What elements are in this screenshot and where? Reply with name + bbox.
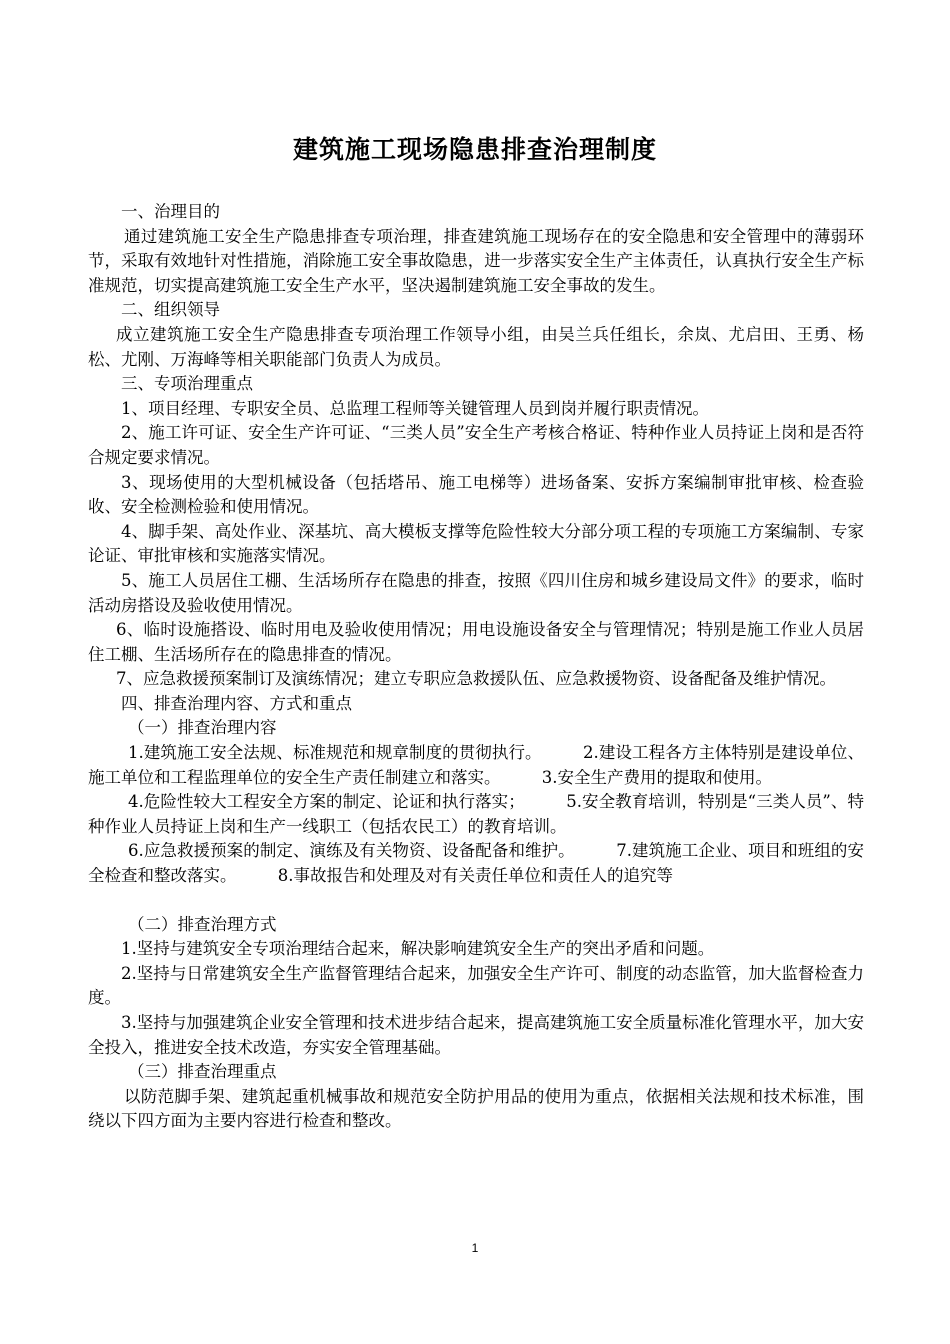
subsection-heading: （一）排查治理内容 <box>128 718 277 738</box>
list-item: 5、施工人员居住工棚、生活场所存在隐患的排查，按照《四川住房和城乡建设局文件》的要求，临时活动房搭设及验收使用情况。 <box>88 570 864 615</box>
list-item: 7、应急救援预案制订及演练情况；建立专职应急救援队伍、应急救援物资、设备配备及维护情况。 <box>116 669 836 689</box>
list-item: 3、现场使用的大型机械设备（包括塔吊、施工电梯等）进场备案、安拆方案编制审批审核、检查验收、安全检测检验和使用情况。 <box>88 472 864 517</box>
list-item: 1.坚持与建筑安全专项治理结合起来，解决影响建筑安全生产的突出矛盾和问题。 <box>121 939 715 959</box>
list-item: 1.建筑施工安全法规、标准规范和规章制度的贯彻执行。 2.建设工程各方主体特别是建设单位、施工单位和工程监理单位的安全生产责任制建立和落实。 3.安全生产费用的提取和使用。 <box>88 743 864 787</box>
list-item: 6.应急救援预案的制定、演练及有关物资、设备配备和维护。 7.建筑施工企业、项目和班组的安全检查和整改落实。 8.事故报告和处理及对有关责任单位和责任人的追究等 <box>88 841 864 886</box>
list-item: 6、临时设施搭设、临时用电及验收使用情况；用电设施设备安全与管理情况；特别是施工作业人员居住工棚、生活场所存在的隐患排查的情况。 <box>88 620 864 664</box>
section-heading-3: 三、专项治理重点 <box>121 374 253 394</box>
paragraph: 以防范脚手架、建筑起重机械事故和规范安全防护用品的使用为重点，依据相关法规和技术标准，围绕以下四方面为主要内容进行检查和整改。 <box>88 1086 864 1131</box>
spacer <box>88 889 864 913</box>
section-heading-2: 二、组织领导 <box>121 300 220 320</box>
list-item: 4、脚手架、高处作业、深基坑、高大模板支撑等危险性较大分部分项工程的专项施工方案编制、专家论证、审批审核和实施落实情况。 <box>88 521 864 566</box>
document-body <box>88 200 864 1134</box>
list-item: 2.坚持与日常建筑安全生产监督管理结合起来，加强安全生产许可、制度的动态监管，加大监督检查力度。 <box>88 963 864 1008</box>
section-heading-1: 一、治理目的 <box>121 202 220 221</box>
subsection-heading: （三）排查治理重点 <box>128 1062 277 1082</box>
document-title: 建筑施工现场隐患排查治理制度 <box>292 135 657 164</box>
list-item: 1、项目经理、专职安全员、总监理工程师等关键管理人员到岗并履行职责情况。 <box>121 398 709 418</box>
section-heading-4: 四、排查治理内容、方式和重点 <box>121 693 352 713</box>
paragraph: 通过建筑施工安全生产隐患排查专项治理，排查建筑施工现场存在的安全隐患和安全管理中的薄弱环节，采取有效地针对性措施，消除施工安全事故隐患，进一步落实安全生产主体责任，认真执行安全生产标准规范，切实提高建筑施工安全生产水平，坚决遏制建筑施工安全事故的发生。 <box>88 226 864 295</box>
list-item: 3.坚持与加强建筑企业安全管理和技术进步结合起来，提高建筑施工安全质量标准化管理水平，加大安全投入，推进安全技术改造，夯实安全管理基础。 <box>88 1013 864 1057</box>
paragraph: 成立建筑施工安全生产隐患排查专项治理工作领导小组，由吴兰兵任组长，余岚、尤启田、王勇、杨松、尤刚、万海峰等相关职能部门负责人为成员。 <box>88 324 864 369</box>
page-number: 1 <box>471 1241 479 1255</box>
list-item: 2、施工许可证、安全生产许可证、“三类人员”安全生产考核合格证、特种作业人员持证上岗和是否符合规定要求情况。 <box>88 423 864 467</box>
list-item: 4.危险性较大工程安全方案的制定、论证和执行落实； 5.安全教育培训，特别是“三类人员”、特种作业人员持证上岗和生产一线职工（包括农民工）的教育培训。 <box>88 792 864 836</box>
subsection-heading: （二）排查治理方式 <box>128 914 277 934</box>
